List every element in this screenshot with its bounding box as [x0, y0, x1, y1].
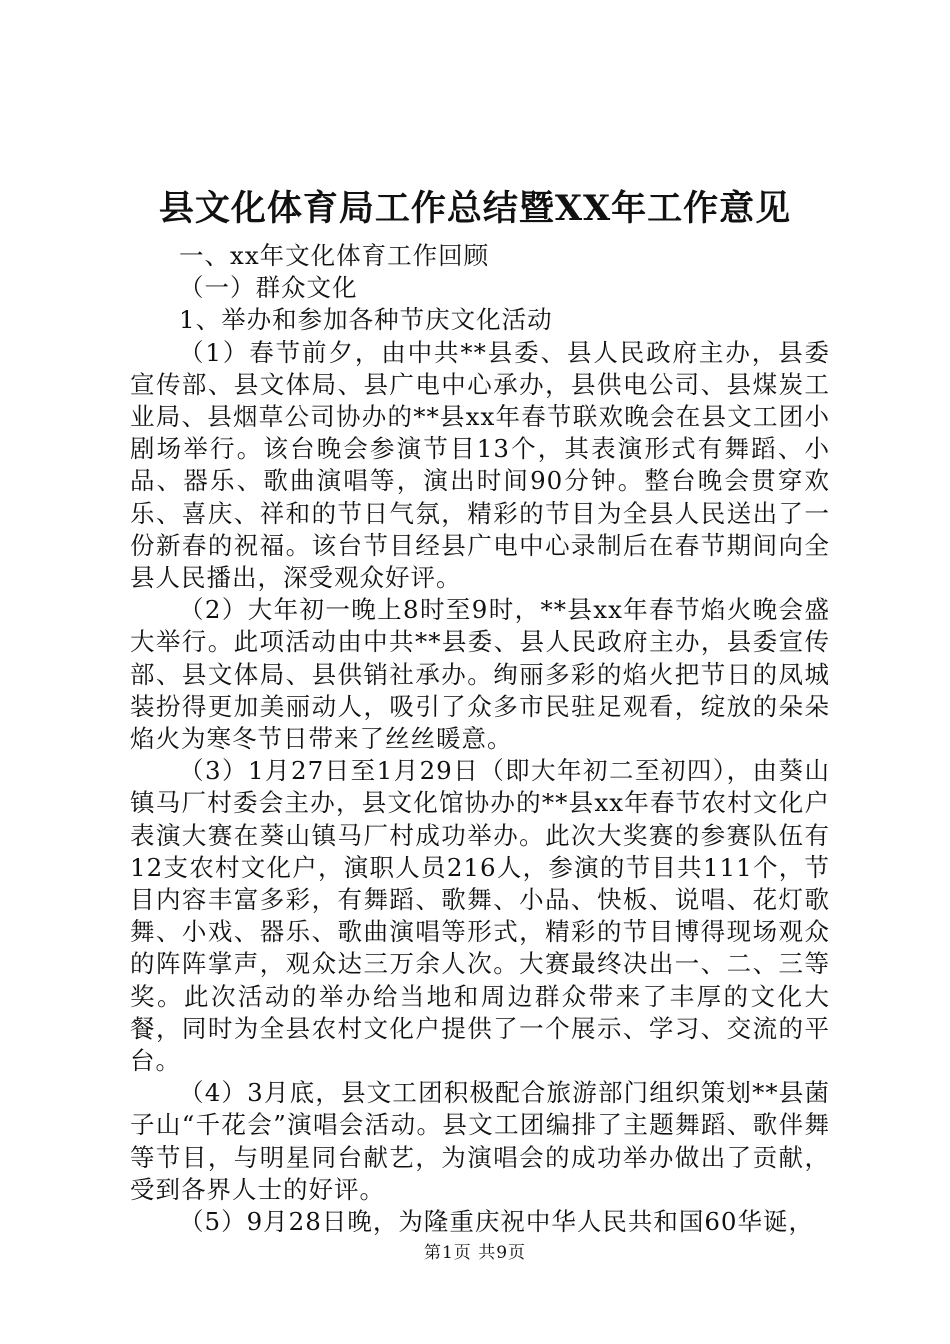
paragraph-2: （2）大年初一晚上8时至9时，**县xx年春节焰火晚会盛大举行。此项活动由中共**县委、县人民政府主办，县委宣传部、县文体局、县供销社承办。绚丽多彩的焰火把节日的凤城装扮得更加美丽动人，吸引了众多市民驻足观看，绽放的朵朵焰火为寒冬节日带来了丝丝暖意。: [130, 595, 830, 754]
item-heading: 1、举办和参加各种节庆文化活动: [179, 305, 553, 335]
paragraph-4: （4）3月底，县文工团积极配合旅游部门组织策划**县菌子山“千花会”演唱会活动。县文工团编排了主题舞蹈、歌伴舞等节目，与明星同台献艺，为演唱会的成功举办做出了贡献，受到各界人士的好评。: [130, 1078, 830, 1204]
document-body: [130, 240, 830, 1238]
paragraph-1: （1）春节前夕，由中共**县委、县人民政府主办，县委宣传部、县文体局、县广电中心承办，县供电公司、县煤炭工业局、县烟草公司协办的**县xx年春节联欢晚会在县文工团小剧场举行。该台晚会参演节目13个，其表演形式有舞蹈、小品、器乐、歌曲演唱等，演出时间90分钟。整台晚会贯穿欢乐、喜庆、祥和的节日气氛，精彩的节目为全县人民送出了一份新春的祝福。该台节目经县广电中心录制后在春节期间向全县人民播出，深受观众好评。: [130, 337, 830, 593]
page-number: 第1页 共9页: [423, 1243, 527, 1263]
document-title: 县文化体育局工作总结暨XX年工作意见: [158, 188, 792, 229]
subsection-heading: （一）群众文化: [179, 273, 358, 303]
paragraph-5: （5）9月28日晚，为隆重庆祝中华人民共和国60华诞，: [179, 1207, 815, 1237]
section-heading: 一、xx年文化体育工作回顾: [179, 241, 490, 270]
paragraph-3: （3）1月27日至1月29日（即大年初二至初四），由葵山镇马厂村委会主办，县文化馆协办的**县xx年春节农村文化户表演大赛在葵山镇马厂村成功举办。此次大奖赛的参赛队伍有12支农村文化户，演职人员216人，参演的节目共111个，节目内容丰富多彩，有舞蹈、歌舞、小品、快板、说唱、花灯歌舞、小戏、器乐、歌曲演唱等形式，精彩的节目博得现场观众的阵阵掌声，观众达三万余人次。大赛最终决出一、二、三等奖。此次活动的举办给当地和周边群众带来了丰厚的文化大餐，同时为全县农村文化户提供了一个展示、学习、交流的平台。: [130, 756, 830, 1076]
